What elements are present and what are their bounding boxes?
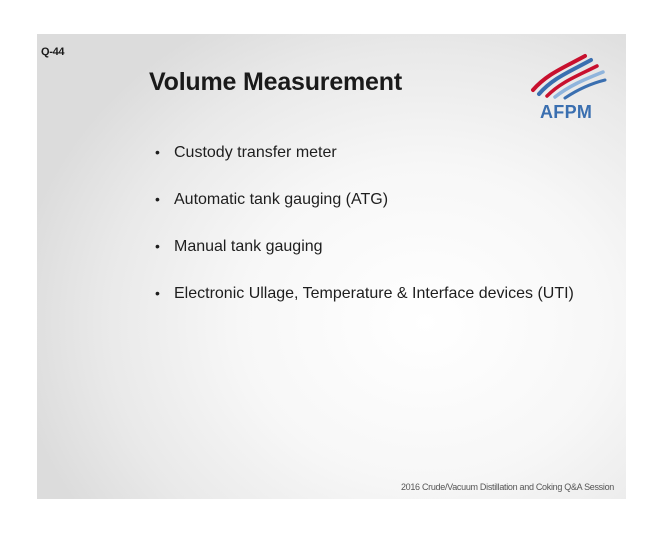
bullet-marker: • [155, 191, 160, 207]
bullet-item [155, 277, 595, 310]
logo-text: AFPM [540, 102, 593, 122]
bullet-text: Custody transfer meter [174, 144, 337, 161]
bullet-marker: • [155, 144, 160, 160]
slide [37, 34, 626, 499]
afpm-flag-swoosh-icon [527, 50, 607, 100]
bullet-text: Automatic tank gauging (ATG) [174, 191, 389, 208]
question-number: Q-44 [41, 46, 65, 58]
bullet-marker: • [155, 285, 160, 301]
slide-title: Volume Measurement [149, 68, 402, 96]
afpm-logo [527, 50, 607, 126]
bullet-item [155, 136, 595, 169]
bullet-item [155, 183, 595, 216]
bullet-text: Electronic Ullage, Temperature & Interface devices (UTI) [174, 285, 574, 302]
footer-text: 2016 Crude/Vacuum Distillation and Coking Q&A Session [400, 482, 614, 492]
bullet-marker: • [155, 238, 160, 254]
bullet-list [155, 136, 595, 310]
bullet-text: Manual tank gauging [174, 238, 323, 255]
bullet-item [155, 230, 595, 263]
